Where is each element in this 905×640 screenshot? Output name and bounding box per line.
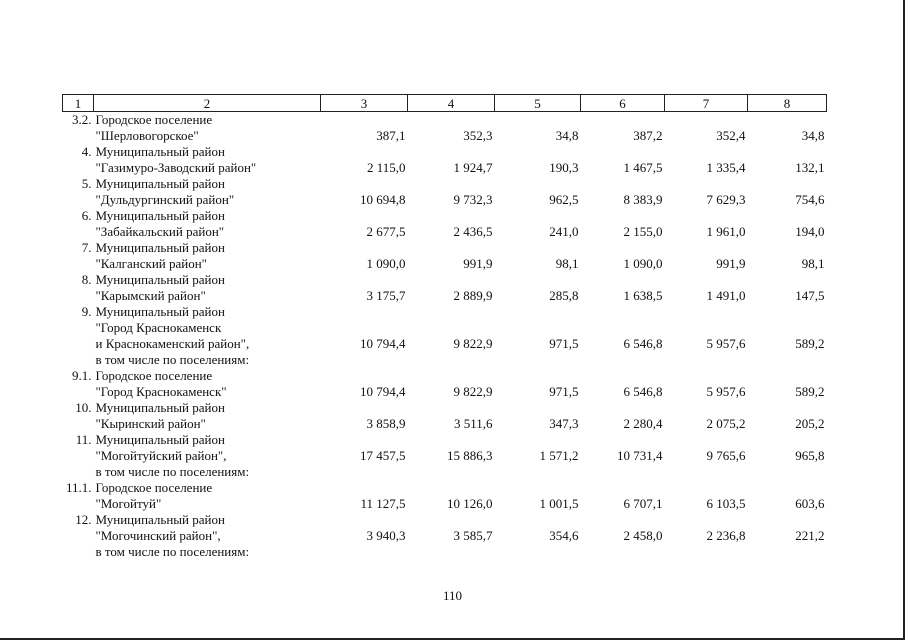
value-col-6: 1 467,5 xyxy=(623,160,663,175)
municipality-name-line: "Шерловогорское" xyxy=(95,128,199,143)
column-header-7: 7 xyxy=(665,95,748,112)
page-number: 110 xyxy=(442,588,463,603)
value-col-3: 2 115,0 xyxy=(366,160,406,175)
column-header-1: 1 xyxy=(63,95,94,112)
value-col-7: 1 335,4 xyxy=(706,160,746,175)
value-col-4: 2 436,5 xyxy=(453,224,493,239)
municipality-name-line: Муниципальный район xyxy=(95,400,225,415)
municipality-name xyxy=(94,480,321,512)
municipality-name-line: Муниципальный район xyxy=(95,240,225,255)
municipality-name-line: "Город Краснокаменск xyxy=(95,320,222,335)
row-number: 11.1. xyxy=(65,480,92,495)
municipality-name xyxy=(94,240,321,272)
table-row xyxy=(63,112,827,145)
value-col-7: 9 765,6 xyxy=(706,448,746,463)
municipality-name xyxy=(94,512,321,560)
municipality-name xyxy=(94,432,321,480)
table-row xyxy=(63,432,827,480)
value-col-7: 6 103,5 xyxy=(706,496,746,511)
value-col-6: 6 546,8 xyxy=(623,336,663,351)
value-col-5: 34,8 xyxy=(555,128,579,143)
value-col-8: 194,0 xyxy=(795,224,825,239)
table-row xyxy=(63,176,827,208)
value-col-3: 11 127,5 xyxy=(360,496,406,511)
table-row xyxy=(63,272,827,304)
row-number: 5. xyxy=(81,176,92,191)
value-col-3: 3 175,7 xyxy=(366,288,406,303)
municipality-name-line: Муниципальный район xyxy=(95,272,225,287)
municipality-name-line: Муниципальный район xyxy=(95,208,225,223)
value-col-6: 6 546,8 xyxy=(623,384,663,399)
value-col-3: 3 858,9 xyxy=(366,416,406,431)
row-number: 4. xyxy=(81,144,92,159)
municipality-name-line: Муниципальный район xyxy=(95,176,225,191)
column-number-header-row xyxy=(63,95,827,112)
value-col-6: 6 707,1 xyxy=(623,496,663,511)
value-col-6: 2 155,0 xyxy=(623,224,663,239)
value-col-7: 2 236,8 xyxy=(706,528,746,543)
value-col-4: 10 126,0 xyxy=(447,496,493,511)
municipality-name xyxy=(94,304,321,368)
municipality-name-line: Муниципальный район xyxy=(95,512,225,527)
column-header-5: 5 xyxy=(495,95,581,112)
row-number: 11. xyxy=(75,432,92,447)
value-col-4: 15 886,3 xyxy=(447,448,493,463)
municipality-name-line: Городское поселение xyxy=(95,480,213,495)
row-number: 7. xyxy=(81,240,92,255)
row-number: 3.2. xyxy=(72,112,92,127)
municipality-name-line: Муниципальный район xyxy=(95,304,225,319)
value-col-6: 10 731,4 xyxy=(617,448,663,463)
municipality-name xyxy=(94,208,321,240)
value-col-8: 205,2 xyxy=(795,416,825,431)
table-row xyxy=(63,208,827,240)
value-col-6: 2 458,0 xyxy=(623,528,663,543)
row-number: 6. xyxy=(81,208,92,223)
value-col-4: 991,9 xyxy=(463,256,493,271)
value-col-8: 147,5 xyxy=(795,288,825,303)
value-col-5: 98,1 xyxy=(555,256,579,271)
municipality-name xyxy=(94,112,321,145)
value-col-5: 241,0 xyxy=(549,224,579,239)
value-col-3: 2 677,5 xyxy=(366,224,406,239)
table-row xyxy=(63,400,827,432)
municipality-name-line: Муниципальный район xyxy=(95,432,225,447)
value-col-5: 190,3 xyxy=(549,160,579,175)
table-row xyxy=(63,144,827,176)
value-col-7: 5 957,6 xyxy=(706,336,746,351)
row-number: 9.1. xyxy=(72,368,92,383)
value-col-3: 3 940,3 xyxy=(366,528,406,543)
row-number: 8. xyxy=(81,272,92,287)
row-number: 9. xyxy=(81,304,92,319)
column-header-4: 4 xyxy=(408,95,495,112)
value-col-4: 9 732,3 xyxy=(453,192,493,207)
municipality-name-line: Муниципальный район xyxy=(95,144,225,159)
value-col-3: 10 794,4 xyxy=(360,384,406,399)
value-col-4: 9 822,9 xyxy=(453,336,493,351)
municipality-name-line: "Могойтуй" xyxy=(95,496,162,511)
value-col-7: 991,9 xyxy=(716,256,746,271)
value-col-7: 5 957,6 xyxy=(706,384,746,399)
value-col-6: 1 090,0 xyxy=(623,256,663,271)
column-header-2: 2 xyxy=(94,95,321,112)
municipality-name xyxy=(94,144,321,176)
value-col-4: 9 822,9 xyxy=(453,384,493,399)
row-number: 12. xyxy=(75,512,92,527)
value-col-8: 34,8 xyxy=(801,128,825,143)
value-col-7: 2 075,2 xyxy=(706,416,746,431)
value-col-4: 1 924,7 xyxy=(453,160,493,175)
value-col-5: 962,5 xyxy=(549,192,579,207)
municipality-name-line: "Дульдургинский район" xyxy=(95,192,235,207)
value-col-8: 132,1 xyxy=(795,160,825,175)
value-col-3: 10 794,4 xyxy=(360,336,406,351)
value-col-5: 354,6 xyxy=(549,528,579,543)
municipality-name-line: "Калганский район" xyxy=(95,256,207,271)
value-col-7: 352,4 xyxy=(716,128,746,143)
value-col-4: 2 889,9 xyxy=(453,288,493,303)
value-col-3: 1 090,0 xyxy=(366,256,406,271)
table-body xyxy=(63,112,827,561)
value-col-3: 10 694,8 xyxy=(360,192,406,207)
value-col-5: 1 001,5 xyxy=(539,496,579,511)
value-col-8: 98,1 xyxy=(801,256,825,271)
value-col-5: 1 571,2 xyxy=(539,448,579,463)
municipality-name-line: "Забайкальский район" xyxy=(95,224,225,239)
municipality-name xyxy=(94,400,321,432)
municipality-name xyxy=(94,368,321,400)
municipality-name-line: "Город Краснокаменск" xyxy=(95,384,227,399)
municipality-name-line: в том числе по поселениям: xyxy=(95,544,250,559)
value-col-4: 3 511,6 xyxy=(453,416,493,431)
value-col-8: 603,6 xyxy=(795,496,825,511)
column-header-8: 8 xyxy=(748,95,827,112)
value-col-7: 1 961,0 xyxy=(706,224,746,239)
value-col-7: 7 629,3 xyxy=(706,192,746,207)
municipality-name-line: и Краснокаменский район", xyxy=(95,336,250,351)
value-col-8: 221,2 xyxy=(795,528,825,543)
municipality-name-line: Городское поселение xyxy=(95,368,213,383)
value-col-4: 3 585,7 xyxy=(453,528,493,543)
value-col-6: 1 638,5 xyxy=(623,288,663,303)
row-number: 10. xyxy=(75,400,92,415)
value-col-6: 2 280,4 xyxy=(623,416,663,431)
budget-table xyxy=(62,94,827,560)
column-header-6: 6 xyxy=(581,95,665,112)
table-row xyxy=(63,240,827,272)
table-row xyxy=(63,368,827,400)
municipality-name xyxy=(94,272,321,304)
municipality-name-line: "Могойтуйский район", xyxy=(95,448,227,463)
municipality-name-line: "Кыринский район" xyxy=(95,416,206,431)
value-col-6: 8 383,9 xyxy=(623,192,663,207)
column-header-3: 3 xyxy=(321,95,408,112)
value-col-5: 347,3 xyxy=(549,416,579,431)
value-col-5: 971,5 xyxy=(549,384,579,399)
municipality-name-line: "Могочинский район", xyxy=(95,528,221,543)
municipality-name-line: "Карымский район" xyxy=(95,288,206,303)
value-col-4: 352,3 xyxy=(463,128,493,143)
value-col-5: 285,8 xyxy=(549,288,579,303)
table-row xyxy=(63,480,827,512)
value-col-8: 754,6 xyxy=(795,192,825,207)
table-row xyxy=(63,304,827,368)
value-col-8: 589,2 xyxy=(795,384,825,399)
table-row xyxy=(63,512,827,560)
value-col-8: 965,8 xyxy=(795,448,825,463)
value-col-5: 971,5 xyxy=(549,336,579,351)
value-col-7: 1 491,0 xyxy=(706,288,746,303)
value-col-3: 387,1 xyxy=(376,128,406,143)
municipality-name-line: в том числе по поселениям: xyxy=(95,464,250,479)
municipality-name xyxy=(94,176,321,208)
municipality-name-line: Городское поселение xyxy=(95,112,213,127)
value-col-8: 589,2 xyxy=(795,336,825,351)
municipality-name-line: "Газимуро-Заводский район" xyxy=(95,160,257,175)
municipality-name-line: в том числе по поселениям: xyxy=(95,352,250,367)
value-col-6: 387,2 xyxy=(633,128,663,143)
value-col-3: 17 457,5 xyxy=(360,448,406,463)
